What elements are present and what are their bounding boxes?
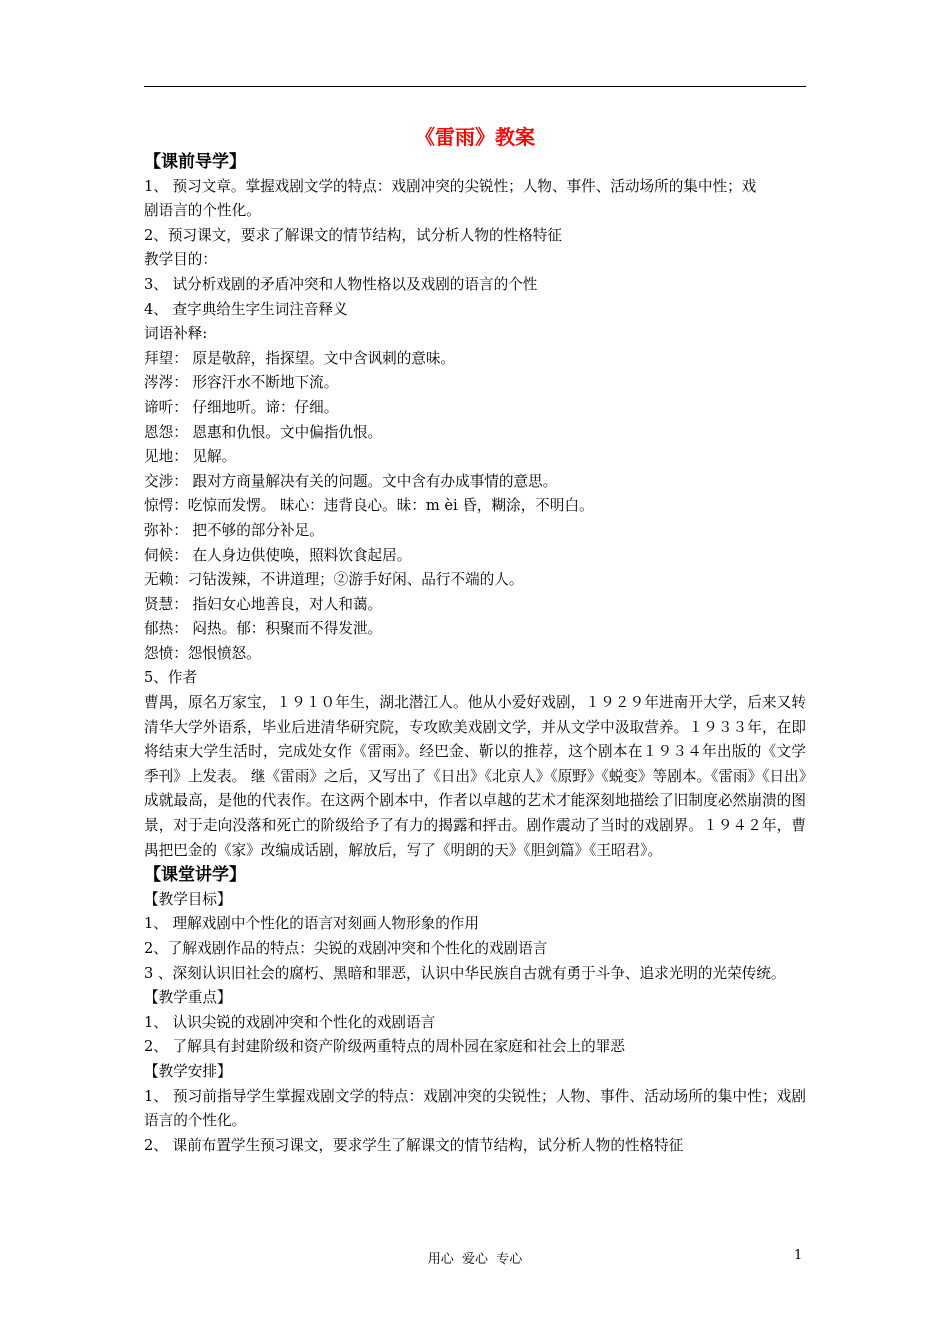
page-number: 1 bbox=[794, 1248, 803, 1263]
text-line: 词语补释: bbox=[144, 325, 208, 343]
text-line: 教学目的： bbox=[144, 251, 217, 269]
text-line: 2、 课前布置学生预习课文，要求学生了解课文的情节结构，试分析人物的性格特征 bbox=[144, 1136, 684, 1154]
text-line: 2、预习课文，要求了解课文的情节结构，试分析人物的性格特征 bbox=[144, 226, 562, 244]
vocab-item: 无赖：刁钻泼辣，不讲道理；②游手好闲、品行不端的人。 bbox=[144, 571, 524, 589]
text-line: 5、作者 bbox=[144, 669, 198, 687]
vocab-item: 恩怨： 恩惠和仇恨。文中偏指仇恨。 bbox=[144, 423, 383, 441]
vocab-item: 郁热： 闷热。郁：积聚而不得发泄。 bbox=[144, 620, 383, 638]
vocab-item: 谛听： 仔细地听。谛：仔细。 bbox=[144, 398, 339, 416]
header-rule bbox=[144, 86, 806, 87]
vocab-item: 怨愤：怨恨愤怒。 bbox=[144, 644, 261, 662]
vocab-item: 交涉： 跟对方商量解决有关的问题。文中含有办成事情的意思。 bbox=[144, 472, 558, 490]
arrangement-paragraph: 1、 预习前指导学生掌握戏剧文学的特点：戏剧冲突的尖锐性；人物、事件、活动场所的集中性；戏剧语言的个性化。 bbox=[144, 1087, 806, 1130]
vocab-item: 见地： 见解。 bbox=[144, 448, 237, 466]
vocab-item: 伺候： 在人身边供使唤，照料饮食起居。 bbox=[144, 546, 412, 564]
document-title: 《雷雨》教案 bbox=[415, 125, 535, 149]
text-line: 3、 试分析戏剧的矛盾冲突和人物性格以及戏剧的语言的个性 bbox=[144, 275, 538, 293]
vocab-item: 贤慧： 指妇女心地善良，对人和蔼。 bbox=[144, 595, 383, 613]
vocab-item: 拜望： 原是敬辞，指探望。文中含讽刺的意味。 bbox=[144, 349, 456, 367]
document-body bbox=[144, 150, 806, 1158]
text-line: 2、了解戏剧作品的特点：尖锐的戏剧冲突和个性化的戏剧语言 bbox=[144, 940, 548, 957]
goal-paragraph: 3 、深刻认识旧社会的腐朽、黑暗和罪恶，认识中华民族自古就有勇于斗争、追求光明的光荣传统。 bbox=[144, 964, 786, 982]
subheading-focus: 【教学重点】 bbox=[144, 989, 232, 1007]
text-line: 1、 预习文章。掌握戏剧文学的特点：戏剧冲突的尖锐性；人物、事件、活动场所的集中性；戏 bbox=[144, 177, 757, 195]
footer-motto: 用心 爱心 专心 bbox=[427, 1252, 523, 1267]
text-line: 2、 了解具有封建阶级和资产阶级两重特点的周朴园在家庭和社会上的罪恶 bbox=[144, 1038, 625, 1056]
text-line: 剧语言的个性化。 bbox=[144, 202, 261, 220]
section-heading-preview: 【课前导学】 bbox=[144, 152, 246, 172]
subheading-arrangement: 【教学安排】 bbox=[144, 1062, 232, 1080]
vocab-item: 惊愕：吃惊而发愣。 昧心：违背良心。昧：m èi 昏，糊涂，不明白。 bbox=[144, 497, 594, 515]
vocab-item: 弥补： 把不够的部分补足。 bbox=[144, 521, 324, 539]
text-line: 4、 查字典给生字生词注音释义 bbox=[144, 300, 348, 318]
vocab-item: 涔涔： 形容汗水不断地下流。 bbox=[144, 374, 339, 392]
subheading-goals: 【教学目标】 bbox=[144, 890, 232, 908]
section-heading-classroom: 【课堂讲学】 bbox=[144, 865, 246, 886]
text-line: 1、 认识尖锐的戏剧冲突和个性化的戏剧语言 bbox=[144, 1013, 436, 1031]
author-paragraph: 曹禺，原名万家宝，１９１０年生，湖北潜江人。他从小爱好戏剧，１９２９年进南开大学，后来又转清华大学外语系，毕业后进清华研究院，专攻欧美戏剧文学，并从文学中汲取营养。１９３３年，在即将结束大学生活时，完成处女作《雷雨》。经巴金、靳以的推荐，这个剧本在１９３４年出版的《文学季刊》上发表。 继《雷雨》之后，又写出了《日出》《北京人》《原野》《蜕变》等剧本。《雷雨》《日出》成就最高，是他的代表作。在这两个剧本中，作者以卓越的艺术才能深刻地描绘了旧制度必然崩溃的图景，对于走向没落和死亡的阶级给予了有力的揭露和抨击。剧作震动了当时的戏剧界。１９４２年，曹禺把巴金的《家》改编成话剧，解放后，写了《明朗的天》《胆剑篇》《王昭君》。 bbox=[144, 694, 806, 859]
text-line: 1、 理解戏剧中个性化的语言对刻画人物形象的作用 bbox=[144, 915, 479, 933]
